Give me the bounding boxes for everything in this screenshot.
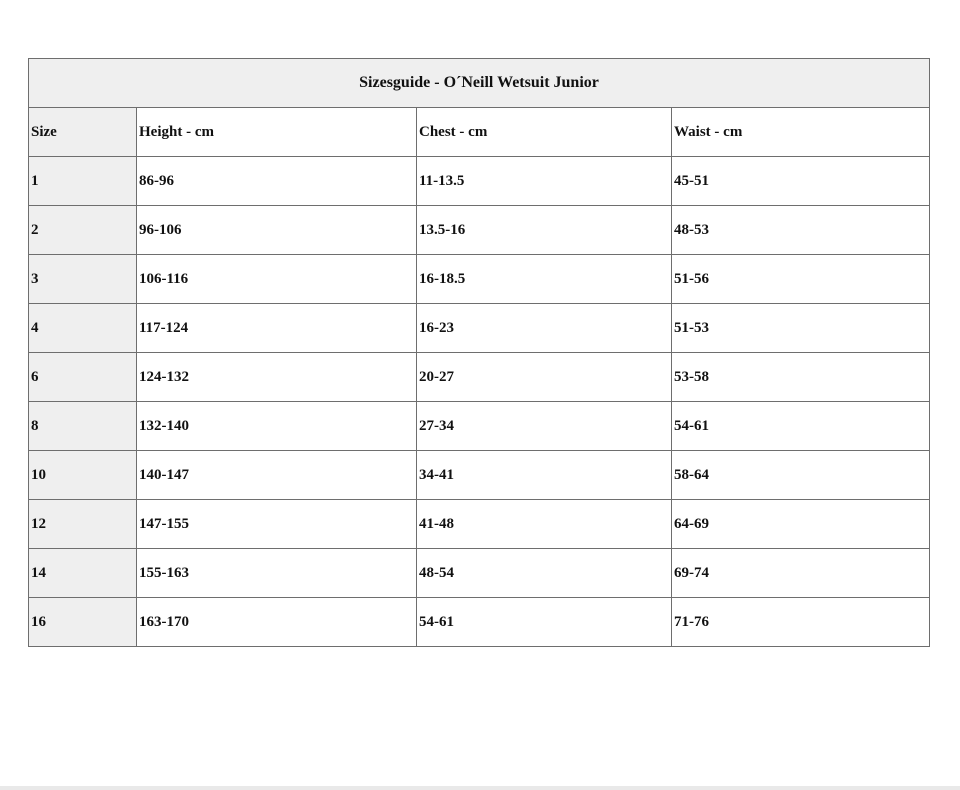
- table-row: [29, 549, 930, 598]
- height-cell: 140-147: [137, 451, 417, 500]
- size-cell: 8: [29, 402, 137, 451]
- page-bottom-rule: [0, 786, 960, 790]
- table-row: [29, 206, 930, 255]
- height-cell: 86-96: [137, 157, 417, 206]
- table-row: [29, 353, 930, 402]
- table-row: [29, 402, 930, 451]
- height-cell: 163-170: [137, 598, 417, 647]
- chest-cell: 54-61: [417, 598, 672, 647]
- header-size: Size: [29, 108, 137, 157]
- table-row: [29, 500, 930, 549]
- size-cell: 3: [29, 255, 137, 304]
- table-body: [29, 157, 930, 647]
- chest-cell: 16-23: [417, 304, 672, 353]
- height-cell: 106-116: [137, 255, 417, 304]
- table-row: [29, 451, 930, 500]
- size-cell: 10: [29, 451, 137, 500]
- table-row: [29, 304, 930, 353]
- header-row: [29, 108, 930, 157]
- size-cell: 14: [29, 549, 137, 598]
- waist-cell: 45-51: [672, 157, 930, 206]
- table-row: [29, 255, 930, 304]
- size-cell: 4: [29, 304, 137, 353]
- table-title: Sizesguide - O´Neill Wetsuit Junior: [29, 59, 930, 108]
- size-guide-table: [28, 58, 930, 647]
- table-head: [29, 59, 930, 157]
- waist-cell: 64-69: [672, 500, 930, 549]
- waist-cell: 58-64: [672, 451, 930, 500]
- chest-cell: 16-18.5: [417, 255, 672, 304]
- header-waist: Waist - cm: [672, 108, 930, 157]
- size-cell: 16: [29, 598, 137, 647]
- waist-cell: 51-53: [672, 304, 930, 353]
- header-height: Height - cm: [137, 108, 417, 157]
- height-cell: 124-132: [137, 353, 417, 402]
- title-row: [29, 59, 930, 108]
- height-cell: 96-106: [137, 206, 417, 255]
- table-row: [29, 598, 930, 647]
- size-cell: 6: [29, 353, 137, 402]
- height-cell: 132-140: [137, 402, 417, 451]
- waist-cell: 48-53: [672, 206, 930, 255]
- header-chest: Chest - cm: [417, 108, 672, 157]
- waist-cell: 71-76: [672, 598, 930, 647]
- chest-cell: 34-41: [417, 451, 672, 500]
- size-cell: 1: [29, 157, 137, 206]
- chest-cell: 27-34: [417, 402, 672, 451]
- waist-cell: 54-61: [672, 402, 930, 451]
- chest-cell: 20-27: [417, 353, 672, 402]
- table-row: [29, 157, 930, 206]
- waist-cell: 51-56: [672, 255, 930, 304]
- size-cell: 2: [29, 206, 137, 255]
- chest-cell: 41-48: [417, 500, 672, 549]
- waist-cell: 53-58: [672, 353, 930, 402]
- height-cell: 147-155: [137, 500, 417, 549]
- chest-cell: 48-54: [417, 549, 672, 598]
- chest-cell: 11-13.5: [417, 157, 672, 206]
- chest-cell: 13.5-16: [417, 206, 672, 255]
- size-cell: 12: [29, 500, 137, 549]
- height-cell: 155-163: [137, 549, 417, 598]
- height-cell: 117-124: [137, 304, 417, 353]
- waist-cell: 69-74: [672, 549, 930, 598]
